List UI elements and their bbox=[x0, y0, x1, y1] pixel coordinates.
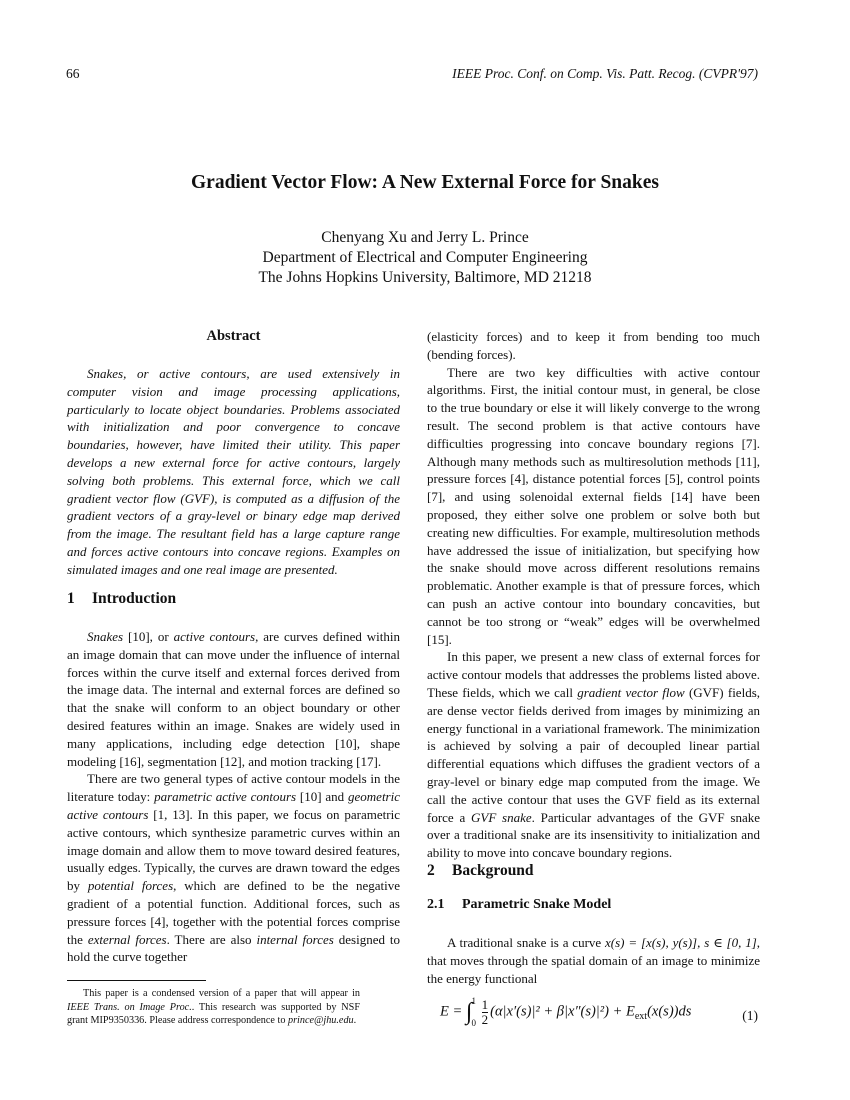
section-heading-introduction bbox=[67, 590, 400, 608]
background-body bbox=[427, 934, 760, 987]
term-gvf-snake: GVF snake bbox=[470, 809, 532, 825]
text-run: [1, 13]. In this paper, we focus on parametric active contours, which synthesize parametric curves within an image domain and allow them to move toward desired features, usually edges. Typically, the curves are drawn toward the edges by bbox=[67, 806, 400, 894]
subsection-heading-parametric-snake bbox=[427, 896, 760, 914]
intro-paragraph-1 bbox=[67, 628, 400, 770]
text-run: , which are defined to be the negative gradient of a potential function. Additional forces, such as pressure forces [4], together with the potential forces comprise the bbox=[67, 878, 400, 947]
equation-body: (α|x′(s)|² + β|x″(s)|²) + E bbox=[490, 1003, 635, 1020]
numerator: 1 bbox=[481, 996, 489, 1012]
text-run: (GVF) fields, are dense vector fields derived from images by minimizing an energy functional in a variational framework. The minimization is achieved by solving a pair of decoupled linear partial differential equations which diffuses the gradient vectors of a gray-level or binary edge map computed from the image. We call the active contour that uses the GVF field as its external force a bbox=[427, 684, 760, 825]
subscript: ext bbox=[634, 1011, 648, 1023]
text-run: . There are also bbox=[166, 931, 257, 947]
equation-1 bbox=[440, 990, 760, 1034]
author-institution: The Johns Hopkins University, Baltimore, MD 21218 bbox=[258, 269, 592, 286]
text-run: There are two general types of active contour models in the literature today: bbox=[67, 771, 400, 805]
footnote bbox=[67, 987, 360, 1028]
term-snakes: Snakes bbox=[87, 629, 124, 644]
text-run: This paper is a condensed version of a paper that will appear in bbox=[83, 988, 360, 999]
intro-paragraph-2-continued: (elasticity forces) and to keep it from bending too much (bending forces). bbox=[427, 329, 760, 362]
paper-title: Gradient Vector Flow: A New External Force for Snakes bbox=[191, 172, 659, 193]
section-number: 1 bbox=[67, 590, 75, 607]
section-heading-background bbox=[427, 862, 760, 880]
text-run: . This research was supported by NSF grant MIP9350336. Please address correspondence to bbox=[67, 1001, 360, 1026]
text-run: , are curves defined within an image domain that can move under the influence of internal forces within the curve itself and external forces derived from the image data. The internal and external forces are defined so that the snake will conform to an object boundary or other desired features within an image. Snakes are widely used in many applications, including edge detection [10], shape modeling [16], segmentation [12], and motion tracking [17]. bbox=[67, 629, 400, 769]
lower-limit: 0 bbox=[471, 1018, 476, 1028]
text-run: [10] and bbox=[296, 789, 349, 805]
correspondence-email: prince@jhu.edu bbox=[287, 1015, 354, 1026]
introduction-body-right bbox=[427, 328, 760, 862]
text-run: [10], or bbox=[123, 629, 174, 644]
abstract-paragraph: Snakes, or active contours, are used extensively in computer vision and image processing applications, particularly to locate object boundaries. Problems associated with initialization and poor convergence to concave boundaries, however, have limited their utility. This paper develops a new external force for active contours, largely solving both problems. This external force, which we call gradient vector flow (GVF), is computed as a diffusion of the gradient vectors of a gray-level or binary edge map derived from the image. The resultant field has a large capture range and forces active contours into concave regions. Examples on simulated images and one real image are presented. bbox=[67, 366, 400, 577]
term-parametric: parametric active contours bbox=[154, 789, 297, 805]
text-run: designed to hold the curve together bbox=[67, 931, 400, 965]
term-external-forces: external forces bbox=[87, 931, 167, 947]
equation-lhs: E = bbox=[440, 1003, 463, 1020]
background-paragraph-1 bbox=[427, 934, 760, 987]
integral-sign: ∫ bbox=[465, 998, 473, 1025]
text-run: A traditional snake is a curve bbox=[447, 935, 606, 950]
intro-paragraph-4 bbox=[427, 648, 760, 862]
integral-limits bbox=[471, 990, 476, 1034]
text-run: , that moves through the spatial domain of an image to minimize the energy functional bbox=[427, 935, 760, 986]
text-run: In this paper, we present a new class of external forces for active contour models that addresses the problems listed above. These fields, which we call bbox=[427, 649, 760, 700]
term-geometric: geometric active contours bbox=[67, 789, 400, 822]
running-header: IEEE Proc. Conf. on Comp. Vis. Patt. Recog. (CVPR'97) bbox=[452, 66, 758, 81]
denominator: 2 bbox=[481, 1011, 489, 1027]
term-gvf: gradient vector flow bbox=[577, 684, 685, 700]
section-title: Background bbox=[452, 862, 534, 879]
journal-name: IEEE Trans. on Image Proc. bbox=[67, 1001, 192, 1013]
introduction-body-left bbox=[67, 628, 400, 966]
author-names: Chenyang Xu and Jerry L. Prince bbox=[321, 229, 529, 246]
intro-paragraph-2 bbox=[67, 770, 400, 966]
author-department: Department of Electrical and Computer Engineering bbox=[262, 249, 588, 266]
intro-paragraph-3: There are two key difficulties with active contour algorithms. First, the initial contour must, in general, be close to the true boundary or else it will likely converge to the wrong result. The second problem is that active contours have difficulties progressing into concave boundary regions [7]. Although many methods such as multiresolution methods [11], pressure forces [4], distance potential forces [5], control points [7], and using solenoidal external fields [14] have been proposed, they either solve one problem or solve both but creating new difficulties. For example, multiresolution methods have addressed the issue of initialization, but specifying how the snake should move across different resolutions remains problematic. Another example is that of pressure forces, which can push an active contour into boundary concavities, but cannot be too strong or “weak” edges will be overwhelmed [15]. bbox=[427, 364, 760, 647]
equation-number: (1) bbox=[742, 1008, 758, 1023]
author-block bbox=[0, 228, 850, 288]
term-potential-forces: potential forces bbox=[87, 878, 174, 894]
fraction bbox=[482, 998, 489, 1027]
inline-math: x(s) = [x(s), y(s)], s ∈ [0, 1] bbox=[605, 935, 757, 950]
upper-limit: 1 bbox=[471, 996, 476, 1006]
term-internal-forces: internal forces bbox=[256, 931, 334, 947]
text-run: . bbox=[353, 1015, 357, 1026]
subsection-number: 2.1 bbox=[427, 897, 445, 912]
footnote-text bbox=[67, 987, 360, 1028]
page-number: 66 bbox=[66, 66, 80, 81]
equation-tail: (x(s))ds bbox=[647, 1003, 692, 1020]
text-run: . Particular advantages of the GVF snake over a traditional snake are its insensitivity to initialization and ability to move into concave boundary regions. bbox=[427, 809, 760, 861]
abstract-heading: Abstract bbox=[206, 328, 261, 344]
subsection-title: Parametric Snake Model bbox=[462, 897, 612, 912]
section-number: 2 bbox=[427, 862, 435, 879]
term-active-contours: active contours bbox=[173, 629, 256, 644]
section-title: Introduction bbox=[92, 590, 177, 607]
abstract-text bbox=[67, 365, 400, 579]
footnote-rule bbox=[67, 980, 206, 981]
